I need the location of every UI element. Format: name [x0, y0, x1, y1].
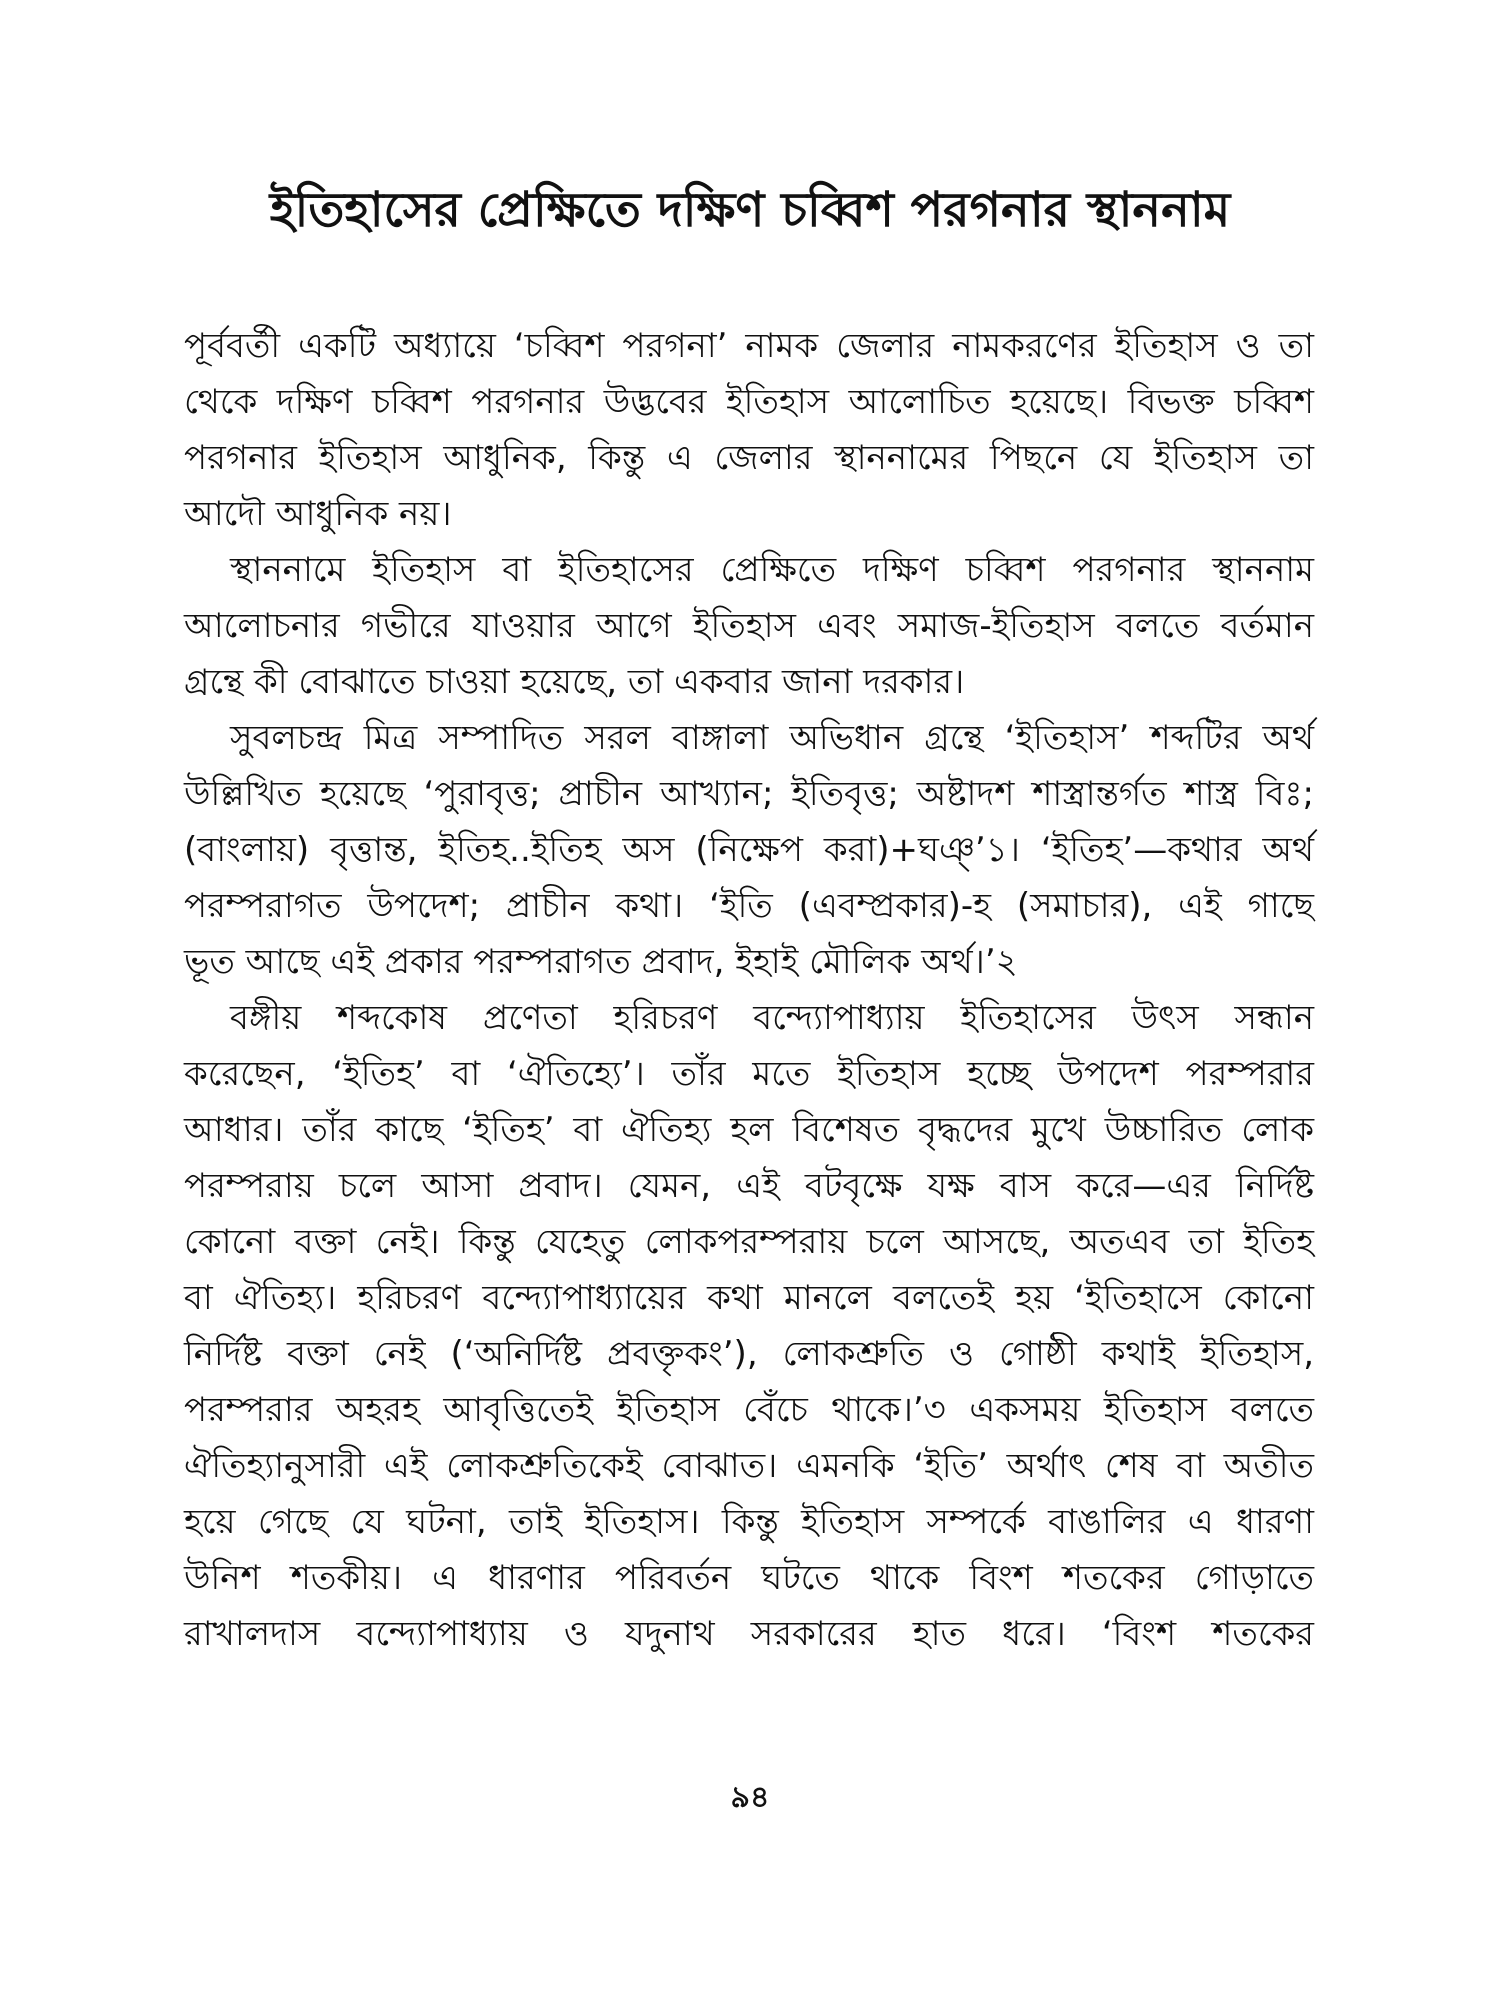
text-line: পূর্ববর্তী একটি অধ্যায়ে ‘চব্বিশ পরগনা’ নামক জেলার নামকরণের ইতিহাস ও তা [184, 326, 1314, 366]
text-line: কোনো বক্তা নেই। কিন্তু যেহেতু লোকপরম্পরায় চলে আসছে, অতএব তা ইতিহ [184, 1222, 1314, 1262]
text-line: রাখালদাস বন্দ্যোপাধ্যায় ও যদুনাথ সরকারের হাত ধরে। ‘বিংশ শতকের [184, 1614, 1314, 1654]
text-line: হয়ে গেছে যে ঘটনা, তাই ইতিহাস। কিন্তু ইতিহাস সম্পর্কে বাঙালির এ ধারণা [184, 1502, 1314, 1542]
text-line: বঙ্গীয় শব্দকোষ প্রণেতা হরিচরণ বন্দ্যোপাধ্যায় ইতিহাসের উৎস সন্ধান [230, 998, 1314, 1038]
text-line: আদৌ আধুনিক নয়। [184, 494, 452, 534]
text-line: উনিশ শতকীয়। এ ধারণার পরিবর্তন ঘটতে থাকে বিংশ শতকের গোড়াতে [184, 1558, 1314, 1598]
text-line: নির্দিষ্ট বক্তা নেই (‘অনির্দিষ্ট প্রবক্তৃকং’), লোকশ্রুতি ও গোষ্ঠী কথাই ইতিহাস, [184, 1334, 1314, 1374]
text-line: বা ঐতিহ্য। হরিচরণ বন্দ্যোপাধ্যায়ের কথা মানলে বলতেই হয় ‘ইতিহাসে কোনো [184, 1278, 1314, 1318]
text-line: করেছেন, ‘ইতিহ’ বা ‘ঐতিহ্যে’। তাঁর মতে ইতিহাস হচ্ছে উপদেশ পরম্পরার [184, 1054, 1314, 1094]
text-line: (বাংলায়) বৃত্তান্ত, ইতিহ..ইতিহ অস (নিক্ষেপ করা)+ঘঞ্’১। ‘ইতিহ’—কথার অর্থ [184, 830, 1314, 870]
text-line: ঐতিহ্যানুসারী এই লোকশ্রুতিকেই বোঝাত। এমনকি ‘ইতি’ অর্থাৎ শেষ বা অতীত [184, 1446, 1314, 1486]
text-line: পরম্পরায় চলে আসা প্রবাদ। যেমন, এই বটবৃক্ষে যক্ষ বাস করে—এর নির্দিষ্ট [184, 1166, 1314, 1206]
text-line: গ্রন্থে কী বোঝাতে চাওয়া হয়েছে, তা একবার জানা দরকার। [184, 662, 965, 702]
text-line: উল্লিখিত হয়েছে ‘পুরাবৃত্ত; প্রাচীন আখ্যান; ইতিবৃত্ত; অষ্টাদশ শাস্ত্রান্তর্গত শাস্ত্র বিঃ; [184, 774, 1314, 814]
text-line: পরগনার ইতিহাস আধুনিক, কিন্তু এ জেলার স্থাননামের পিছনে যে ইতিহাস তা [184, 438, 1314, 478]
text-line: থেকে দক্ষিণ চব্বিশ পরগনার উদ্ভবের ইতিহাস আলোচিত হয়েছে। বিভক্ত চব্বিশ [184, 382, 1314, 422]
text-line: স্থাননামে ইতিহাস বা ইতিহাসের প্রেক্ষিতে দক্ষিণ চব্বিশ পরগনার স্থাননাম [230, 550, 1314, 590]
text-line: পরম্পরাগত উপদেশ; প্রাচীন কথা। ‘ইতি (এবম্প্রকার)-হ (সমাচার), এই গাছে [184, 886, 1314, 926]
text-line: ভূত আছে এই প্রকার পরম্পরাগত প্রবাদ, ইহাই মৌলিক অর্থ।’২ [184, 942, 1018, 982]
text-line: সুবলচন্দ্র মিত্র সম্পাদিত সরল বাঙ্গালা অভিধান গ্রন্থে ‘ইতিহাস’ শব্দটির অর্থ [230, 718, 1314, 758]
body-text [184, 318, 1314, 1662]
page-number: ৯৪ [730, 1780, 770, 1815]
text-line: আধার। তাঁর কাছে ‘ইতিহ’ বা ঐতিহ্য হল বিশেষত বৃদ্ধদের মুখে উচ্চারিত লোক [184, 1110, 1314, 1150]
text-line: পরম্পরার অহরহ আবৃত্তিতেই ইতিহাস বেঁচে থাকে।’৩ একসময় ইতিহাস বলতে [184, 1390, 1315, 1430]
chapter-title: ইতিহাসের প্রেক্ষিতে দক্ষিণ চব্বিশ পরগনার স্থাননাম [269, 182, 1231, 238]
text-line: আলোচনার গভীরে যাওয়ার আগে ইতিহাস এবং সমাজ-ইতিহাস বলতে বর্তমান [184, 606, 1314, 646]
